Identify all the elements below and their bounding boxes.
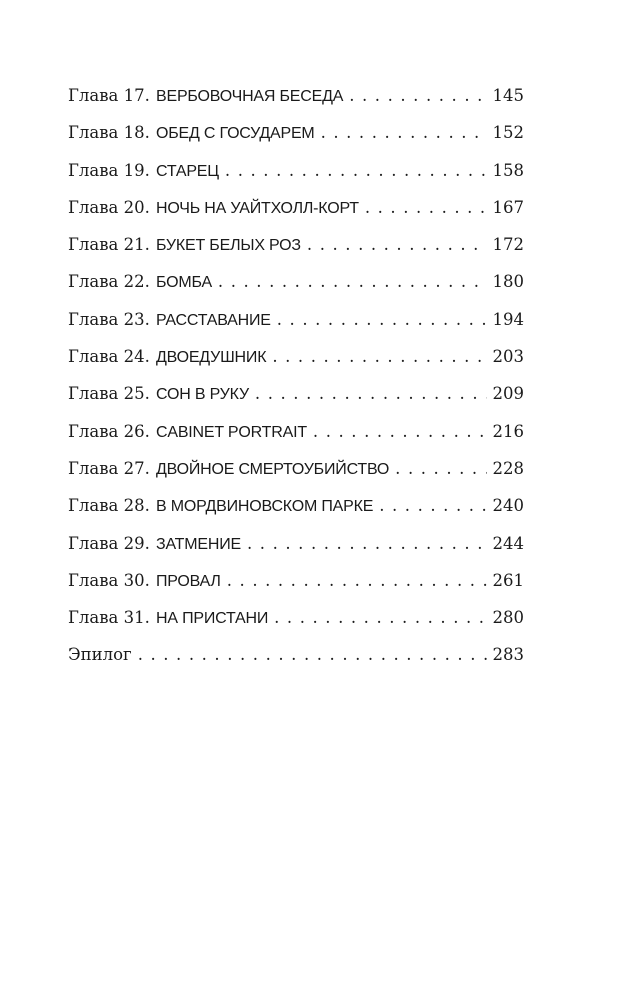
chapter-label: Глава 30. [68,570,150,590]
dot-leader [274,604,486,632]
chapter-label: Глава 27. [68,458,150,478]
chapter-title: РАССТАВАНИЕ [156,311,271,329]
toc-entry [68,82,524,119]
page-number: 194 [492,309,524,329]
toc-entry [68,231,524,268]
page-number: 261 [492,570,524,590]
page-number: 244 [492,533,524,553]
toc-entry [68,380,524,417]
chapter-title: БОМБА [156,274,212,292]
chapter-title: НА ПРИСТАНИ [156,610,269,628]
chapter-title: ЗАТМЕНИЕ [156,535,241,553]
dot-leader [365,194,487,222]
toc-entry [68,119,524,156]
chapter-label: Глава 26. [68,421,150,441]
page-number: 180 [492,272,524,292]
page-number: 280 [492,608,524,628]
dot-leader [307,231,487,259]
dot-leader [218,268,487,296]
toc-entry [68,343,524,380]
toc-entry [68,194,524,231]
page-number: 172 [492,235,524,255]
chapter-label: Глава 17. [68,86,150,105]
page-number: 216 [492,421,524,441]
chapter-title: СТАРЕЦ [156,162,219,180]
chapter-label: Глава 21. [68,235,150,255]
chapter-label: Глава 23. [68,309,150,329]
chapter-title: ВЕРБОВОЧНАЯ БЕСЕДА [156,88,344,105]
chapter-label: Глава 19. [68,160,150,180]
chapter-title: CABINET PORTRAIT [156,423,307,441]
dot-leader [313,418,487,446]
chapter-label: Глава 20. [68,197,150,217]
page-number: 152 [492,123,524,143]
page-number: 228 [492,458,524,478]
toc-entry [68,604,524,641]
dot-leader [395,455,486,483]
chapter-title: ДВОЙНОЕ СМЕРТОУБИЙСТВО [156,460,390,478]
chapter-title: ДВОЕДУШНИК [156,349,267,367]
table-of-contents [68,82,524,679]
chapter-label: Глава 29. [68,533,150,553]
chapter-label: Глава 18. [68,123,150,143]
page-number: 167 [492,197,524,217]
toc-entry [68,492,524,529]
dot-leader [277,306,487,334]
toc-entry [68,455,524,492]
chapter-title: ПРОВАЛ [156,572,221,590]
page-number: 145 [492,86,524,105]
toc-entry [68,157,524,194]
page-number: 209 [492,384,524,404]
toc-entry [68,530,524,567]
chapter-label: Глава 22. [68,272,150,292]
dot-leader [227,567,487,595]
toc-entry [68,567,524,604]
toc-entry-epilogue [68,641,524,678]
toc-entry [68,268,524,305]
page-number: 158 [492,160,524,180]
chapter-label: Глава 24. [68,347,150,367]
chapter-label: Глава 28. [68,496,150,516]
chapter-label: Глава 25. [68,384,150,404]
page-number: 283 [492,645,524,665]
dot-leader [247,530,487,558]
chapter-title: СОН В РУКУ [156,386,249,404]
toc-entry [68,306,524,343]
dot-leader [379,492,486,520]
chapter-title: В МОРДВИНОВСКОМ ПАРКЕ [156,498,374,516]
page-number: 240 [492,496,524,516]
dot-leader [138,641,487,669]
dot-leader [272,343,486,371]
dot-leader [255,380,487,408]
chapter-title: ОБЕД С ГОСУДАРЕМ [156,125,315,143]
chapter-label: Глава 31. [68,608,150,628]
toc-entry [68,418,524,455]
epilogue-label: Эпилог [68,645,132,665]
dot-leader [225,157,487,185]
page-number: 203 [492,347,524,367]
chapter-title: БУКЕТ БЕЛЫХ РОЗ [156,237,301,255]
dot-leader [349,82,486,110]
chapter-title: НОЧЬ НА УАЙТХОЛЛ-КОРТ [156,199,359,217]
dot-leader [321,119,487,147]
